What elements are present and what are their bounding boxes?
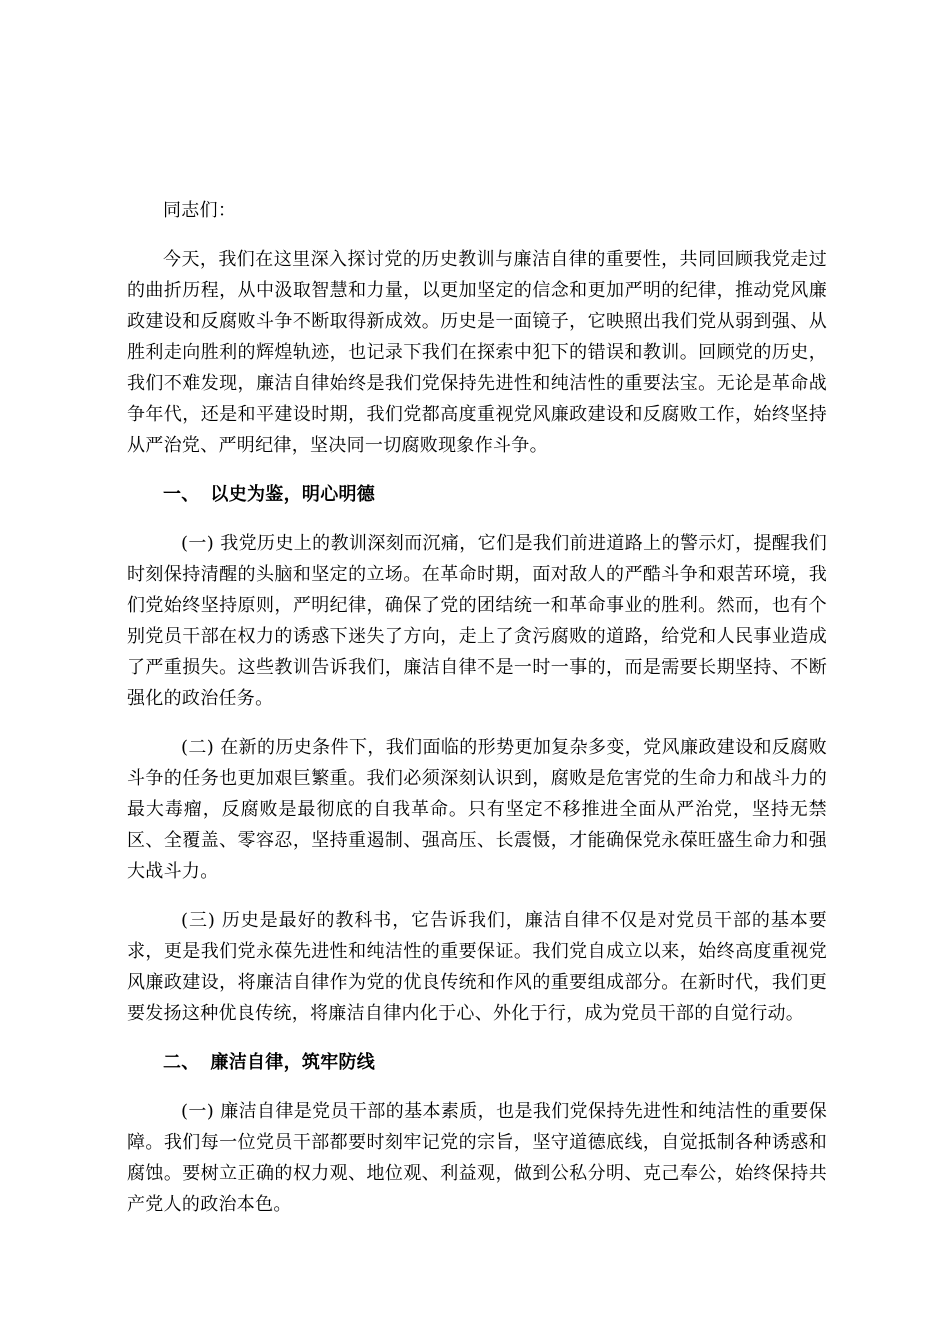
section-number: 二、 [163, 1052, 200, 1073]
section-title: 以史为鉴，明心明德 [210, 484, 376, 505]
section-number: 一、 [163, 484, 200, 505]
section-2-paragraph-1: (一) 廉洁自律是党员干部的基本素质，也是我们党保持先进性和纯洁性的重要保障。我们每一位党员干部都要时刻牢记党的宗旨，坚守道德底线，自觉抵制各种诱惑和腐蚀。要树立正确的权力观、地位观、利益观，做到公私分明、克己奉公，始终保持共产党人的政治本色。 [127, 1101, 827, 1215]
document-body [127, 195, 827, 1238]
section-1-paragraph-3: (三) 历史是最好的教科书，它告诉我们，廉洁自律不仅是对党员干部的基本要求，更是我们党永葆先进性和纯洁性的重要保证。我们党自成立以来，始终高度重视党风廉政建设，将廉洁自律作为党的优良传统和作风的重要组成部分。在新时代，我们更要发扬这种优良传统，将廉洁自律内化于心、外化于行，成为党员干部的自觉行动。 [127, 910, 827, 1024]
section-heading-1 [127, 479, 827, 510]
section-1-paragraph-2: (二) 在新的历史条件下，我们面临的形势更加复杂多变，党风廉政建设和反腐败斗争的任务也更加艰巨繁重。我们必须深刻认识到，腐败是危害党的生命力和战斗力的最大毒瘤，反腐败是最彻底的自我革命。只有坚定不移推进全面从严治党，坚持无禁区、全覆盖、零容忍，坚持重遏制、强高压、长震慑，才能确保党永葆旺盛生命力和强大战斗力。 [127, 737, 827, 882]
greeting: 同志们： [163, 200, 237, 221]
section-heading-2 [127, 1047, 827, 1078]
section-1-paragraph-1: (一) 我党历史上的教训深刻而沉痛，它们是我们前进道路上的警示灯，提醒我们时刻保持清醒的头脑和坚定的立场。在革命时期，面对敌人的严酷斗争和艰苦环境，我们党始终坚持原则，严明纪律，确保了党的团结统一和革命事业的胜利。然而，也有个别党员干部在权力的诱惑下迷失了方向，走上了贪污腐败的道路，给党和人民事业造成了严重损失。这些教训告诉我们，廉洁自律不是一时一事的，而是需要长期坚持、不断强化的政治任务。 [127, 533, 827, 709]
intro-paragraph: 今天，我们在这里深入探讨党的历史教训与廉洁自律的重要性，共同回顾我党走过的曲折历程，从中汲取智慧和力量，以更加坚定的信念和更加严明的纪律，推动党风廉政建设和反腐败斗争不断取得新成效。历史是一面镜子，它映照出我们党从弱到强、从胜利走向胜利的辉煌轨迹，也记录下我们在探索中犯下的错误和教训。回顾党的历史，我们不难发现，廉洁自律始终是我们党保持先进性和纯洁性的重要法宝。无论是革命战争年代，还是和平建设时期，我们党都高度重视党风廉政建设和反腐败工作，始终坚持从严治党、严明纪律，坚决同一切腐败现象作斗争。 [127, 249, 827, 456]
section-title: 廉洁自律，筑牢防线 [210, 1052, 376, 1073]
